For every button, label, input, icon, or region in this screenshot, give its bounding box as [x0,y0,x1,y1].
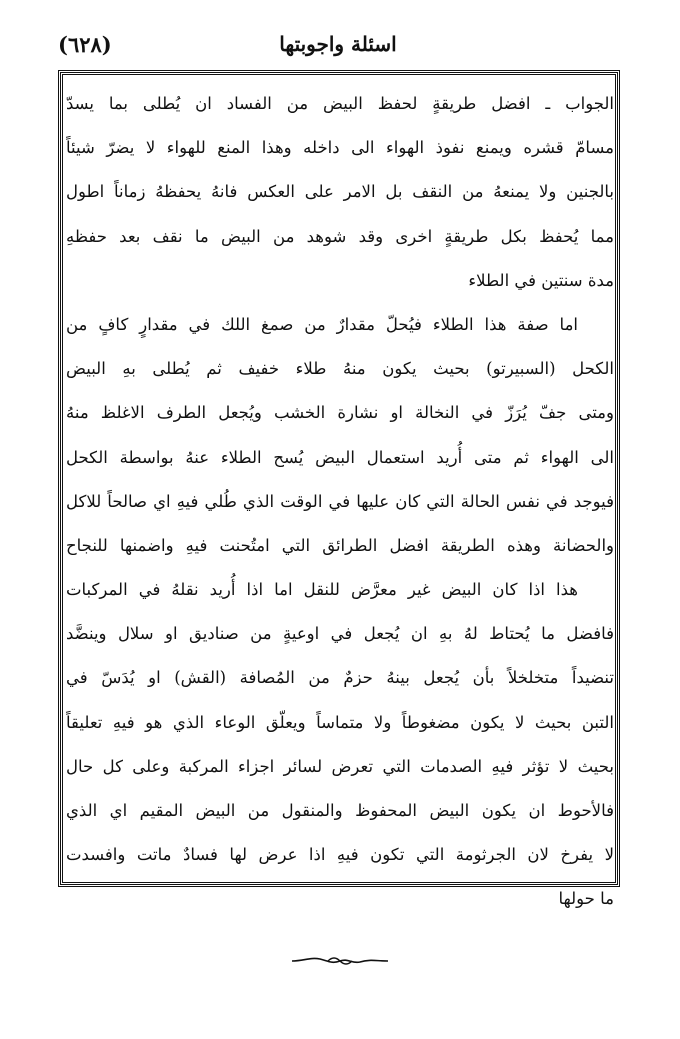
body-line: ما حولها [558,889,614,909]
body-line: اما صفة هذا الطلاء فيُحلّ مقدارٌ من صمغ اللك في مقدارٍ كافٍ من [66,314,578,334]
body-line: مما يُحفظ بكل طريقةٍ اخرى وقد شوهد من البيض ما نقف بعد حفظهِ [66,226,614,246]
body-line: ومتى جفّ يُرَزّ في النخالة او نشارة الخشب ويُجعل الطرف الاغلظ منهُ [66,403,614,423]
end-ornament-icon [290,954,390,968]
body-line: فالأحوط ان يكون البيض المحفوظ والمنقول من البيض المقيم اي الذي [66,801,614,820]
body-line: التبن بحيث لا يكون مضغوطاً ولا متماساً ويعلّق الوعاء الذي هو فيهِ تعليقاً [66,712,614,732]
body-line: الى الهواء ثم متى أُريد استعمال البيض يُسح الطلاء عنهُ بواسطة الكحل [66,447,614,467]
body-line: الجواب ـ افضل طريقةٍ لحفظ البيض من الفساد ان يُطلى بما يسدّ [66,94,614,113]
body-line: فافضل ما يُحتاط لهُ بهِ ان يُجعل في اوعيةٍ من صناديق او سلال وينضَّد [66,624,614,644]
body-line: لا يفرخ لان الجرثومة التي تكون فيهِ اذا عرض لها فسادٌ ماتت وافسدت [66,845,614,865]
body-line: بحيث لا تؤثر فيهِ الصدمات التي تعرض لسائر اجزاء المركبة وعلى كل حال [66,756,614,776]
body-line: مدة سنتين في الطلاء [468,270,614,290]
body-line: والحضانة وهذه الطريقة افضل الطرائق التي امتُحنت فيهِ واضمنها للنجاح [66,535,614,555]
body-line: بالجنين ولا يمنعهُ من النقف بل الامر على العكس فانهُ يحفظهُ زماناً اطول [66,182,614,202]
body-line: فيوجد في نفس الحالة التي كان عليها في الوقت الذي طُلي فيهِ اي صالحاً للاكل [66,491,614,511]
body-line: الكحل (السبيرتو) بحيث يكون منهُ طلاء خفيف ثم يُطلى بهِ البيض [66,359,614,379]
page-header [58,32,618,60]
body-line: تنضيداً متخلخلاً بأن يُجعل بينهُ حزمٌ من المُصافة (القش) او يُدَسّ في [66,668,614,688]
body-line: هذا اذا كان البيض غير معرَّض للنقل اما اذا أُريد نقلهُ في المركبات [66,580,578,600]
page-body [66,82,614,922]
page-number: (٦٢٨) [58,32,112,57]
body-line: مسامّ قشره ويمنع نفوذ الهواء الى داخله وهذا المنع للهواء لا يضرّ شيئاً [66,138,614,158]
running-title: اسئلة واجوبتها [279,32,397,56]
